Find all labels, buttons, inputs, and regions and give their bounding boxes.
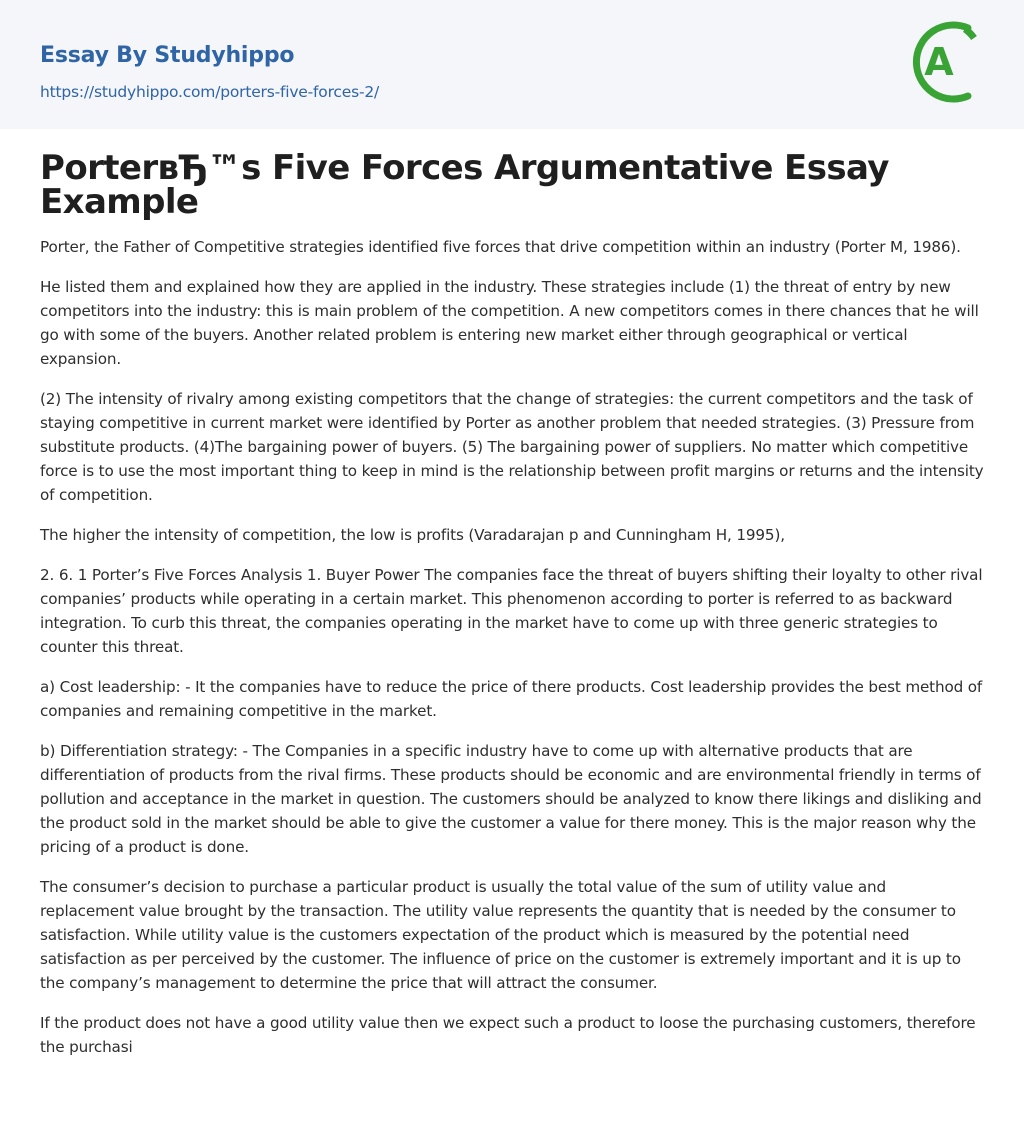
essay-paragraph: If the product does not have a good utility value then we expect such a product to loose the purchasing customers, therefore the purchasi [40, 1014, 976, 1056]
source-url-link[interactable]: https://studyhippo.com/porters-five-forces-2/ [40, 83, 380, 101]
essay-paragraph: He listed them and explained how they are applied in the industry. These strategies include (1) the threat of entry by new competitors into the industry: this is main problem of the competition. A new competitors comes in there chances that he will go with some of the buyers. Another related problem is entering new market either through geographical or vertical expansion. [40, 278, 979, 368]
essay-paragraph: Porter, the Father of Competitive strategies identified five forces that drive competition within an industry (Porter M, 1986). [40, 238, 961, 256]
essay-title: PorterвЂ™s Five Forces Argumentative Essay Example [40, 148, 889, 222]
logo-letter: A [924, 40, 954, 84]
studyhippo-a-logo-icon[interactable] [908, 20, 988, 104]
site-header [0, 0, 1024, 129]
essay-paragraph: The consumer’s decision to purchase a particular product is usually the total value of the sum of utility value and replacement value brought by the transaction. The utility value represents the quantity that is needed by the consumer to satisfaction. While utility value is the customers expectation of the product which is measured by the potential need satisfaction as per perceived by the customer. The influence of price on the customer is extremely important and it is up to the company’s management to determine the price that will attract the consumer. [40, 878, 961, 992]
essay-paragraph: a) Cost leadership: - It the companies have to reduce the price of there products. Cost leadership provides the best method of companies and remaining competitive in the market. [40, 678, 983, 720]
essay-paragraph: The higher the intensity of competition, the low is profits (Varadarajan p and Cunningham H, 1995), [40, 526, 785, 544]
essay-paragraph: 2. 6. 1 Porter’s Five Forces Analysis 1. Buyer Power The companies face the threat of buyers shifting their loyalty to other rival companies’ products while operating in a certain market. This phenomenon according to porter is referred to as backward integration. To curb this threat, the companies operating in the market have to come up with three generic strategies to counter this threat. [40, 566, 983, 656]
logo-svg [908, 20, 988, 104]
brand-title[interactable]: Essay By Studyhippo [40, 43, 295, 68]
essay-content [0, 129, 1024, 1059]
essay-paragraph: b) Differentiation strategy: - The Companies in a specific industry have to come up with alternative products that are differentiation of products from the rival firms. These products should be economic and are environmental friendly in terms of pollution and acceptance in the market in question. The customers should be analyzed to know there likings and disliking and the product sold in the market should be able to give the customer a value for there money. This is the major reason why the pricing of a product is done. [40, 742, 982, 856]
essay-paragraph: (2) The intensity of rivalry among existing competitors that the change of strategies: the current competitors and the task of staying competitive in current market were identified by Porter as another problem that needed strategies. (3) Pressure from substitute products. (4)The bargaining power of buyers. (5) The bargaining power of suppliers. No matter which competitive force is to use the most important thing to keep in mind is the relationship between profit margins or returns and the intensity of competition. [40, 390, 984, 504]
